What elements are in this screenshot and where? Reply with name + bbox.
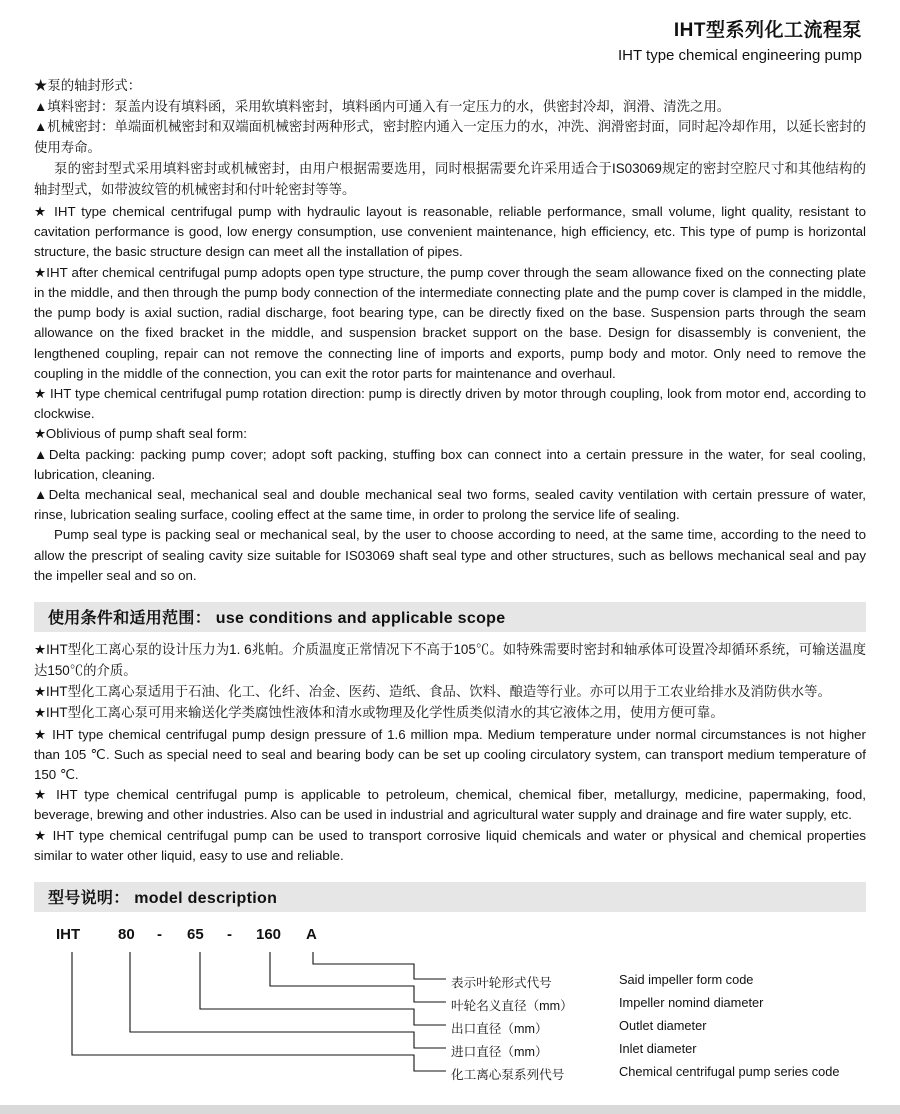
paragraph: ★ IHT type chemical centrifugal pump design pressure of 1.6 million mpa. Medium temperature under normal circumstances is not higher than 105 ℃. Such as special need to seal and bearing body can be set up cooling circulatory system, can transport medium temperature of 150 ℃. [34, 726, 866, 782]
legend-en-impeller-diam: Impeller nomind diameter [619, 994, 764, 1010]
legend-en-outlet-diam: Outlet diameter [619, 1017, 707, 1033]
paragraph: ▲Delta packing: packing pump cover; adopt soft packing, stuffing box can connect into a certain pressure in the water, for seal cooling, lubrication, cleaning. [34, 446, 866, 482]
document-header [34, 0, 866, 66]
model-code-outlet: 65 [187, 925, 204, 943]
legend-en-inlet-diam: Inlet diameter [619, 1040, 697, 1056]
intro-section [34, 76, 866, 586]
use-conditions-section [34, 640, 866, 866]
section-header-model-description [34, 882, 866, 912]
model-code-dash-1: - [157, 925, 162, 943]
page-title-en: IHT type chemical engineering pump [617, 46, 862, 64]
model-description-diagram [34, 926, 866, 1096]
legend-cn-impeller-form: 表示叶轮形式代号 [451, 975, 552, 990]
section-header-use-conditions [34, 602, 866, 632]
model-code-series: IHT [56, 925, 81, 943]
paragraph: ★ IHT type chemical centrifugal pump with hydraulic layout is reasonable, reliable performance, small volume, light quality, resistant to cavitation performance is good, low energy consumption, use convenient maintenance, high efficiency, etc. This type of pump is horizontal structure, the basic structure design can meet all the installation of pipes. [34, 204, 866, 260]
model-code-form: A [306, 925, 317, 943]
paragraph: ▲机械密封：单端面机械密封和双端面机械密封两种形式，密封腔内通入一定压力的水，冲洗、润滑密封面，同时起冷却作用，以延长密封的使用寿命。 [34, 119, 866, 156]
paragraph: ★ IHT type chemical centrifugal pump rotation direction: pump is directly driven by motor through coupling, look from motor end, according to clockwise. [34, 385, 866, 422]
paragraph: ★IHT型化工离心泵适用于石油、化工、化纤、冶金、医药、造纸、食品、饮料、酿造等行业。亦可以用于工农业给排水及消防供水等。 [34, 683, 831, 699]
model-code-inlet: 80 [118, 925, 135, 943]
legend-cn-outlet-diam: 出口直径（mm） [451, 1021, 548, 1036]
paragraph: ★ IHT type chemical centrifugal pump can be used to transport corrosive liquid chemicals and water or physical and chemical properties similar to water other liquid, easy to use and reliable. [34, 827, 866, 863]
legend-en-impeller-form: Said impeller form code [619, 971, 754, 987]
paragraph: ★IHT after chemical centrifugal pump adopts open type structure, the pump cover through the seam allowance fixed on the connecting plate in the middle, and then through the pump body connection of the intermediate connecting plate and the pump cover is clamped in the middle, the pump body is axial suction, radial discharge, foot bearing type, can be directly fixed on the base. Suspension parts through the seam allowance on the fixed bracket in the middle, and suspension bracket support on the base. Design for disassembly is convenient, the lengthened coupling, repair can not remove the connecting line of imports and exports, pump body and motor. Only need to remove the coupling in the middle of the connection, you can exit the rotor parts for maintenance and overhaul. [34, 264, 866, 381]
model-code-dash-2: - [227, 925, 232, 943]
model-code-impeller: 160 [256, 925, 282, 943]
paragraph: ▲Delta mechanical seal, mechanical seal and double mechanical seal two forms, sealed cavity ventilation with certain pressure of water, rinse, lubrication sealing surface, cooling effect at the same time, in order to prolong the service life of sealing. [34, 486, 866, 523]
legend-cn-inlet-diam: 进口直径（mm） [451, 1044, 548, 1059]
paragraph: ★泵的轴封形式： [34, 77, 142, 93]
page-title-cn: IHT型系列化工流程泵 [673, 20, 862, 41]
paragraph: ★Oblivious of pump shaft seal form: [34, 426, 247, 442]
footer-bar [0, 1105, 900, 1114]
legend-en-series-code: Chemical centrifugal pump series code [619, 1063, 840, 1079]
paragraph: 泵的密封型式采用填料密封或机械密封，由用户根据需要选用，同时根据需要允许采用适合于IS03069规定的密封空腔尺寸和其他结构的轴封型式，如带波纹管的机械密封和付叶轮密封等等。 [34, 161, 866, 198]
section-title: 使用条件和适用范围： use conditions and applicable scope [48, 610, 506, 628]
legend-cn-impeller-diam: 叶轮名义直径（mm） [451, 998, 573, 1013]
paragraph: ★ IHT type chemical centrifugal pump is applicable to petroleum, chemical, chemical fiber, metallurgy, medicine, papermaking, food, beverage, brewing and other industries. Also can be used in industrial and agricultural water supply and drainage and fire water supply, etc. [34, 787, 866, 823]
section-title: 型号说明： model description [48, 890, 278, 908]
paragraph: ★IHT型化工离心泵可用来输送化学类腐蚀性液体和清水或物理及化学性质类似清水的其它液体之用，使用方便可靠。 [34, 704, 724, 720]
legend-cn-series-code: 化工离心泵系列代号 [451, 1067, 565, 1082]
paragraph: ▲填料密封：泵盖内设有填料函，采用软填料密封，填料函内可通入有一定压力的水，供密封冷却，润滑、清洗之用。 [34, 98, 731, 114]
paragraph: ★IHT型化工离心泵的设计压力为1. 6兆帕。介质温度正常情况下不高于105℃。如特殊需要时密封和轴承体可设置冷却循环系统，可输送温度达150℃的介质。 [34, 641, 866, 678]
paragraph: Pump seal type is packing seal or mechanical seal, by the user to choose according to need, at the same time, according to the need to allow the prescript of sealing cavity size suitable for IS03069 shaft seal type and other structures, such as bellows mechanical seal and pay the impeller seal and so on. [34, 527, 866, 583]
